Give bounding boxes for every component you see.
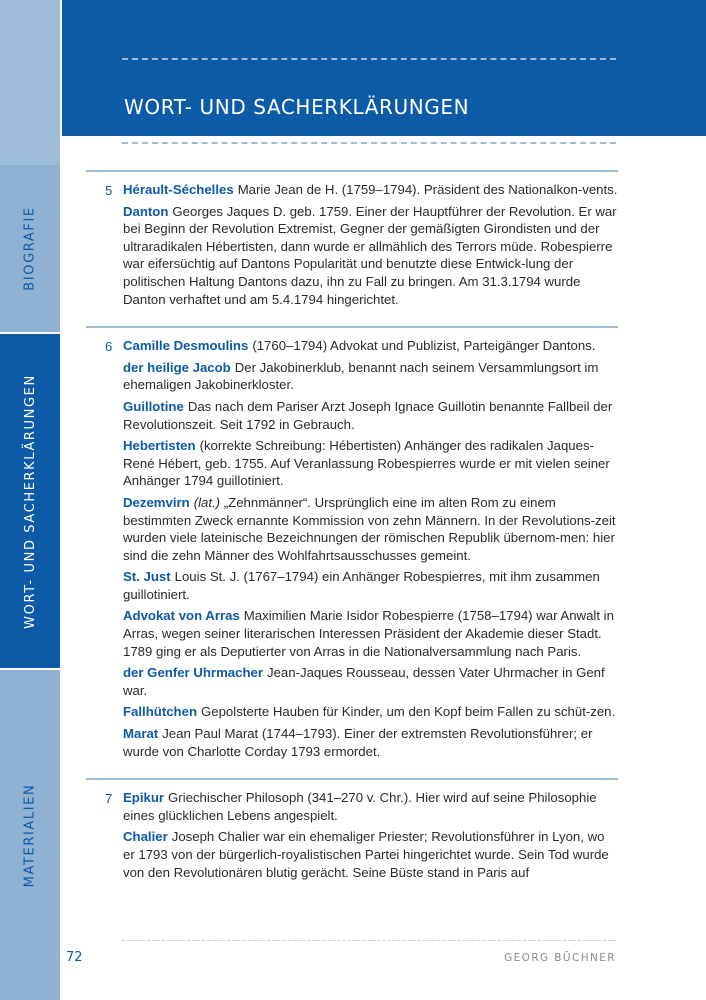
glossary-term: Camille Desmoulins — [123, 338, 249, 354]
glossary-entry — [123, 359, 618, 394]
glossary-entry — [123, 203, 618, 309]
tab-wort-label: WORT- UND SACHERKLÄRUNGEN — [22, 373, 38, 629]
glossary-definition: Joseph Chalier war ein ehemaliger Priester; Revolutionsführer in Lyon, wo er 1793 von der bürgerlich-royalistischen Partei hingerichtet wurde. Sein Tod wurde von den Revolutionären blutig gerächt. Seine Büste stand in Paris auf — [123, 829, 609, 880]
glossary-definition: Louis St. J. (1767–1794) ein Anhänger Robespierres, mit ihm zusammen guillotiniert. — [123, 569, 600, 602]
glossary-content — [86, 170, 618, 891]
glossary-term: Chalier — [123, 829, 168, 845]
glossary-definition: Das nach dem Pariser Arzt Joseph Ignace Guillotin benannte Fallbeil der Revolutionszeit. Seit 1792 in Gebrauch. — [123, 398, 613, 432]
tab-materialien[interactable] — [0, 670, 60, 1000]
glossary-term: Epikur — [123, 790, 165, 806]
glossary-term: Dezemvirn — [123, 494, 190, 510]
glossary-definition: Griechischer Philosoph (341–270 v. Chr.). Hier wird auf seine Philosophie eines glücklichen Lebens angespielt. — [123, 790, 597, 823]
page-number: 72 — [66, 950, 83, 965]
glossary-term: Danton — [123, 203, 169, 219]
tab-biografie-label: BIOGRAFIE — [22, 206, 38, 291]
glossary-entry — [123, 703, 618, 721]
header-dash-rule — [122, 58, 616, 60]
glossary-entry — [123, 568, 618, 603]
glossary-entry — [123, 607, 618, 660]
glossary-entry — [123, 789, 618, 824]
glossary-term: Hebertisten — [123, 438, 196, 454]
glossary-definition: Maximilien Marie Isidor Robespierre (1758–1794) war Anwalt in Arras, wegen seiner literarischen Interessen Präsident der Akademie dieser Stadt. 1789 ging er als Deputierter von Arras in die Nationalversammlung nach Paris. — [123, 608, 614, 659]
glossary-definition: Jean-Jaques Rousseau, dessen Vater Uhrmacher in Genf war. — [123, 665, 605, 698]
line-number: 5 — [105, 183, 113, 198]
glossary-term: Guillotine — [123, 398, 184, 414]
tab-wort-und-sacherklaerungen[interactable] — [0, 334, 60, 668]
glossary-definition: (korrekte Schreibung: Hébertisten) Anhänger des radikalen Jaques-René Hébert, geb. 1755. Auf Veranlassung Robespierres wurde er mit vielen seiner Anhänger 1794 guillotiniert. — [123, 438, 610, 489]
glossary-definition: (1760–1794) Advokat und Publizist, Parteigänger Dantons. — [252, 338, 596, 354]
page-title: WORT- UND SACHERKLÄRUNGEN — [124, 95, 470, 119]
glossary-entry — [123, 725, 618, 760]
glossary-definition: Georges Jaques D. geb. 1759. Einer der Hauptführer der Revolution. Er war bei Beginn der Revolution Extremist, Gegner der gemäßigten Girondisten und der ultraradikalen Hébertisten, dann wurde er allmählich des Terrors müde. Robespierre war eifersüchtig auf Dantons Popularität und benutzte diese Entwick-lung der politischen Haltung Dantons dazu, ihn zu Fall zu bringen. Am 31.3.1794 wurde Danton verhaftet und am 5.4.1794 hingerichtet. — [123, 203, 617, 307]
glossary-term: Fallhütchen — [123, 704, 197, 720]
glossary-entry — [123, 494, 618, 564]
glossary-entry — [123, 398, 618, 433]
footer-author: GEORG BÜCHNER — [504, 952, 616, 964]
glossary-term: der heilige Jacob — [123, 359, 231, 375]
glossary-definition: Jean Paul Marat (1744–1793). Einer der extremsten Revolutionsführer; er wurde von Charlotte Corday 1793 ermordet. — [123, 726, 593, 759]
glossary-term: Advokat von Arras — [123, 608, 240, 624]
line-number: 7 — [105, 791, 113, 807]
glossary-section — [86, 778, 618, 891]
glossary-entry — [123, 828, 618, 881]
line-number: 6 — [105, 339, 113, 355]
glossary-definition: Der Jakobinerklub, benannt nach seinem Versammlungsort im ehemaligen Jakobinerkloster. — [123, 359, 599, 393]
glossary-term: Marat — [123, 726, 159, 742]
tab-biografie[interactable] — [0, 165, 60, 332]
glossary-section — [86, 170, 618, 318]
glossary-term: Hérault-Séchelles — [123, 182, 234, 197]
glossary-term: der Genfer Uhrmacher — [123, 665, 263, 681]
glossary-term: St. Just — [123, 569, 171, 585]
glossary-definition: Marie Jean de H. (1759–1794). Präsident des Nationalkon-vents. — [237, 182, 618, 197]
glossary-section — [86, 326, 618, 770]
glossary-definition: „Zehnmänner“. Ursprünglich eine im alten Rom zu einem bestimmten Zweck ernannte Kommission von zehn Männern. In der Revolutions-zeit wurden viele lateinische Bezeichnungen der römischen Republik übernom-men: hier sind die zehn Männer des Wohlfahrtsausschusses gemeint. — [123, 494, 616, 563]
glossary-entry — [123, 664, 618, 699]
glossary-entry — [123, 337, 618, 355]
tab-materialien-label: MATERIALIEN — [22, 783, 38, 887]
header-dash-rule — [122, 142, 616, 144]
footer-dash-rule — [122, 940, 616, 941]
glossary-note: (lat.) — [193, 494, 221, 510]
glossary-entry — [123, 181, 618, 199]
glossary-definition: Gepolsterte Hauben für Kinder, um den Kopf beim Fallen zu schüt-zen. — [201, 704, 616, 720]
glossary-entry — [123, 437, 618, 490]
